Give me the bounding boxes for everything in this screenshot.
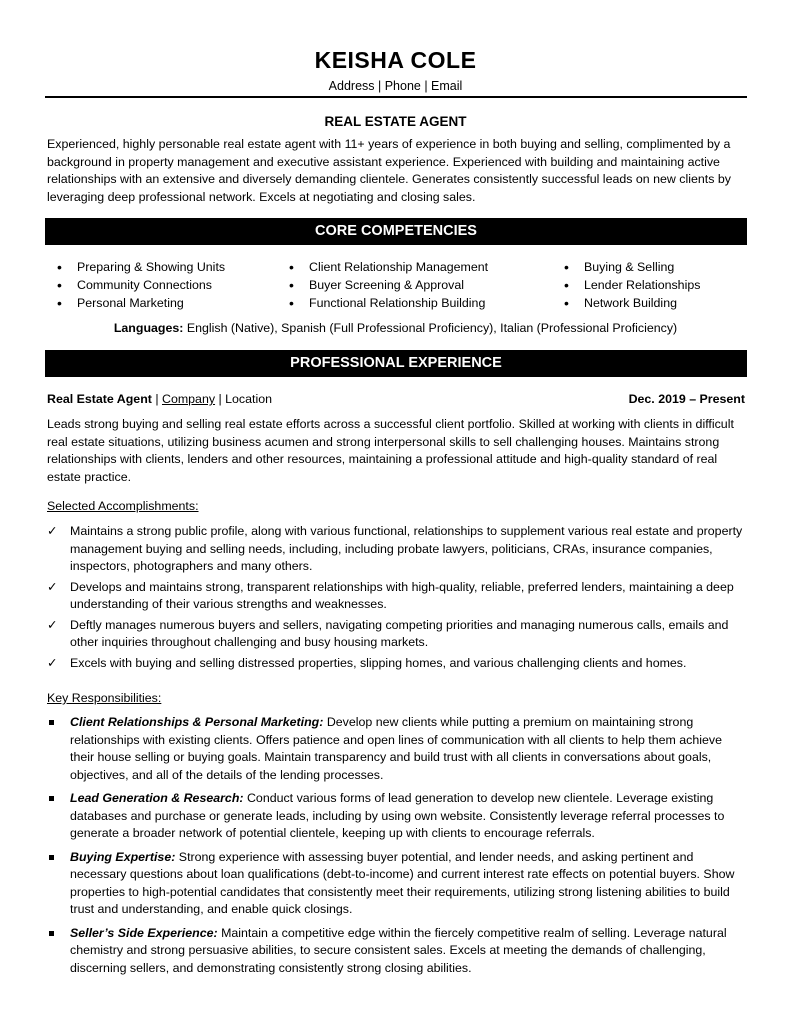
header-divider [45,96,747,98]
responsibility-item: Seller’s Side Experience: Maintain a competitive edge within the fiercely competitive realm of selling. Leverage natural chemistry and strong persuasive abilities, to secure consistent sales. Excels at meeting the demands of challenging, discerning sellers, and demonstrating consistently strong closing abilities. [47,925,747,978]
candidate-name: KEISHA COLE [314,47,477,73]
core-competencies-heading: CORE COMPETENCIES [45,218,747,245]
responsibility-item: Lead Generation & Research: Conduct various forms of lead generation to develop new clientele. Leverage existing databases and purchase or generate leads, including by using own website. Consistently leverage referral processes to generate a broader network of potential clientele, keeping up with clients to encourage referrals. [47,790,747,843]
checkmark-icon: ✓ [47,655,58,670]
job-dates: Dec. 2019 – Present [628,392,745,406]
competency-item: • Functional Relationship Building [285,294,488,312]
accomplishment-item: ✓ Excels with buying and selling distressed properties, slipping homes, and various challenging clients and homes. [47,655,747,673]
responsibilities-list [47,714,747,983]
job-location: Location [225,392,272,406]
square-bullet-icon [49,796,54,801]
competencies-column-3 [560,258,700,312]
checkmark-icon: ✓ [47,617,58,632]
competencies-column-1 [53,258,225,312]
separator: | [151,392,162,406]
languages-line [0,321,791,335]
responsibility-item: Buying Expertise: Strong experience with assessing buyer potential, and lender needs, and asking pertinent and necessary questions about loan qualifications (debt-to-income) and current interest rate effects on potential buyers. Show properties to high-potential candidates that consistently meet their requirements, utilizing strong listening abilities to build trust and understanding, and enable quick closings. [47,849,747,919]
square-bullet-icon [49,720,54,725]
responsibilities-heading: Key Responsibilities: [47,691,162,705]
summary-paragraph: Experienced, highly personable real estate agent with 11+ years of experience in both buying and selling, complimented by a background in property management and executive assistant experience. Experienced with building and maintaining active relationships with an extensive and diversely demanding clientele. Generates consistently successful leads on new clients by leveraging deep professional network. Excels at negotiating and closing sales. [47,137,731,204]
competency-item: • Network Building [560,294,700,312]
accomplishments-heading: Selected Accomplishments: [47,499,199,513]
job-title: REAL ESTATE AGENT [324,114,467,129]
square-bullet-icon [49,931,54,936]
contact-line: Address | Phone | Email [328,79,463,93]
accomplishment-item: ✓ Maintains a strong public profile, along with various functional, relationships to supplement various real estate and property management buying and selling needs, including, including probate lawyers, politicians, CRAs, insurance companies, inspectors, photographers and many others. [47,524,743,573]
checkmark-icon: ✓ [47,579,58,594]
competency-item: • Community Connections [53,276,225,294]
languages-label: Languages: [113,321,184,335]
job-description: Leads strong buying and selling real estate efforts across a successful client portfolio. Skilled at working with clients in difficult real estate situations, utilizing business acumen and strong interpersonal skills to sell challenging houses. Maintains strong relationships with clients, lenders and other resources, maintaining a professional attitude and high-quality standard of real estate practice. [47,417,734,484]
languages-list: English (Native), Spanish (Full Professional Proficiency), Italian (Professional Proficiency) [183,321,678,335]
job-role: Real Estate Agent [47,392,152,406]
competencies-column-2 [285,258,488,312]
professional-experience-heading: PROFESSIONAL EXPERIENCE [45,350,747,377]
accomplishments-list [47,523,747,675]
separator: | [215,392,226,406]
job-header [47,392,745,406]
competency-item: • Buying & Selling [560,258,700,276]
competency-item: • Personal Marketing [53,294,225,312]
accomplishment-item: ✓ Develops and maintains strong, transparent relationships with high-quality, reliable, preferred lenders, maintaining a deep understanding of their various strengths and weaknesses. [47,579,734,611]
checkmark-icon: ✓ [47,524,58,538]
responsibility-item: Client Relationships & Personal Marketing: Develop new clients while putting a premium on maintaining strong relationships with existing clients. Offers patience and open lines of communication with all clients to help them achieve their house selling or buying goals. Maintain transparency and build trust with all clients in conversations about goals, objectives, and all of the details of the lending processes. [47,714,747,784]
competency-item: • Buyer Screening & Approval [285,276,488,294]
competency-item: • Client Relationship Management [285,258,488,276]
competency-item: • Preparing & Showing Units [53,258,225,276]
company-name: Company [162,392,216,406]
accomplishment-item: ✓ Deftly manages numerous buyers and sellers, navigating competing priorities and managing numerous calls, emails and other inquiries throughout challenging and busy housing markets. [47,617,729,649]
square-bullet-icon [49,855,54,860]
competency-item: • Lender Relationships [560,276,700,294]
